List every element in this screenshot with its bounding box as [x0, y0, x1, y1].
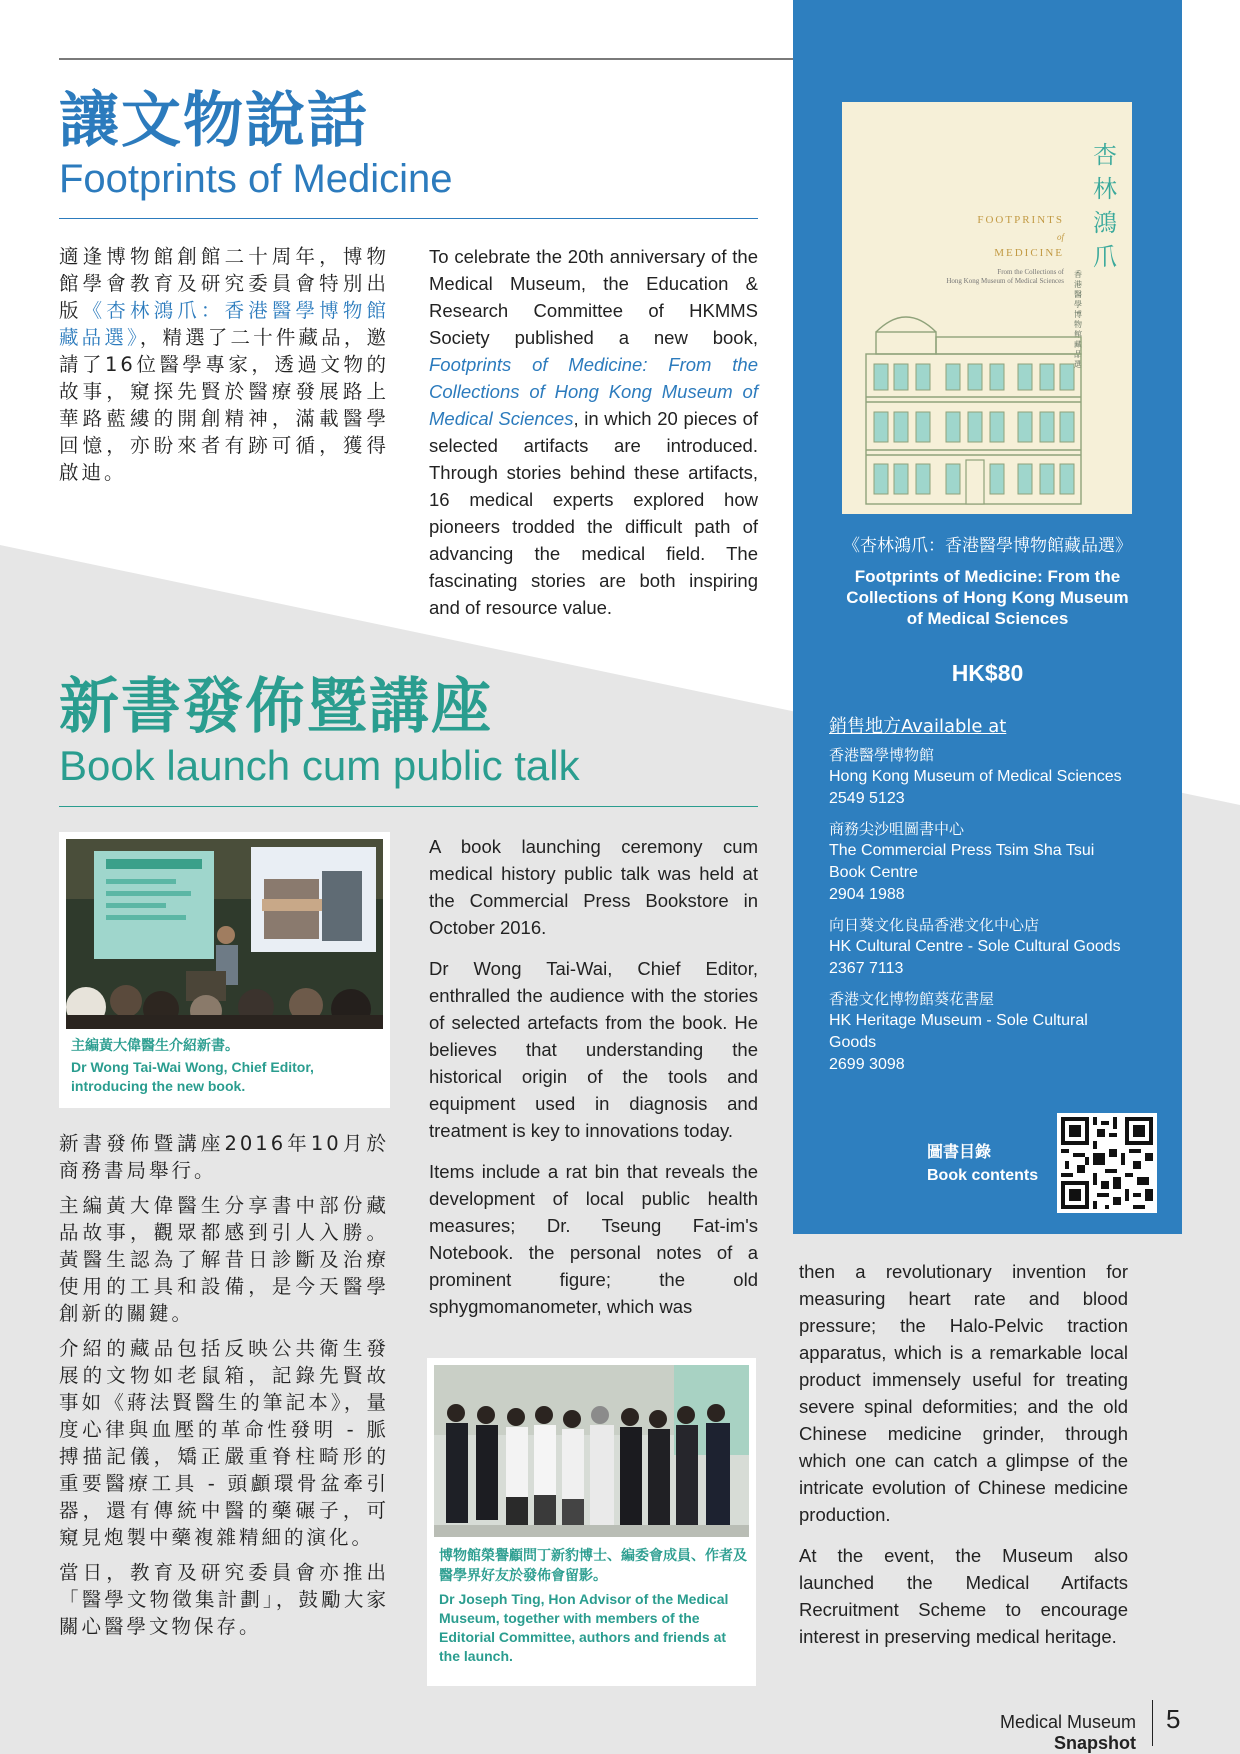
- article2-title-zh: 新書發佈暨講座: [59, 672, 493, 742]
- photo2-card: [427, 1358, 756, 1686]
- store-phone[interactable]: 2367 7113: [829, 960, 904, 977]
- store-name-en: HK Heritage Museum - Sole Cultural Goods: [829, 1012, 1088, 1051]
- article2-en-column: [429, 833, 758, 1320]
- article2-zh-paragraph-3: 介紹的藏品包括反映公共衛生發展的文物如老鼠箱，記錄先賢故事如《蔣法賢醫生的筆記本》，量度心律與血壓的革命性發明 - 脈搏描記儀，矯正嚴重脊柱畸形的重要醫療工具 - 頭顱環骨盆牽引器，還有傳統中醫的藥碾子，可窺見炮製中藥複雜精細的演化。: [59, 1337, 389, 1549]
- article1-zh-text-continued: ，精選了二十件藏品，邀請了16位醫學專家，透過文物的故事，窺探先賢於醫療發展路上華路藍縷的開創精神，滿載醫學回憶，亦盼來者有跡可循，獲得啟迪。: [59, 326, 389, 484]
- store-item: [829, 988, 1159, 1076]
- available-heading: 銷售地方Available at: [829, 716, 1007, 737]
- book-contents-label-zh: 圖書目錄: [927, 1142, 992, 1161]
- page-number: 5: [1166, 1704, 1181, 1734]
- article1-zh-paragraph: [59, 243, 389, 486]
- publication-name: Medical Museum: [999, 1712, 1136, 1732]
- article2-en-paragraph-2: Dr Wong Tai-Wai, Chief Editor, enthralled the audience with the stories of selected artefacts from the book. He believes that understanding the historical origin of the tools and equipment used in diagnosis and treatment is key to innovations today.: [429, 958, 758, 1141]
- store-phone[interactable]: 2549 5123: [829, 790, 905, 807]
- cover-sub-en-1: From the Collections of: [997, 268, 1064, 276]
- article2-rule: [59, 806, 758, 807]
- photo2-caption-zh: 博物館榮譽顧問丁新豹博士、編委會成員、作者及醫學界好友於發佈會留影。: [439, 1548, 747, 1584]
- store-list: [829, 744, 1159, 1076]
- footer-divider: [1152, 1700, 1153, 1746]
- article1-en-paragraph: [429, 243, 758, 621]
- article1-en-text-continued: , in which 20 pieces of selected artifacts are introduced. Through stories behind these artifacts, 16 medical experts explored how pioneers trodded the difficult path of advancing the medical field. The fascinating stories are both inspiring and of resource value.: [429, 408, 759, 618]
- store-name-zh: 商務尖沙咀圖書中心: [829, 820, 965, 838]
- store-name-zh: 向日葵文化良品香港文化中心店: [829, 916, 1040, 934]
- qr-code-icon[interactable]: [1057, 1113, 1157, 1213]
- article2-zh-column: [59, 1130, 389, 1640]
- store-name-en: Hong Kong Museum of Medical Sciences: [829, 768, 1122, 785]
- store-name-en: The Commercial Press Tsim Sha Tsui Book Centre: [829, 842, 1095, 881]
- store-item: [829, 914, 1159, 980]
- publication-name-bold: Snapshot: [1053, 1733, 1136, 1753]
- store-name-en: HK Cultural Centre - Sole Cultural Goods: [829, 938, 1121, 955]
- store-phone[interactable]: 2904 1988: [829, 886, 905, 903]
- store-item: [829, 744, 1159, 810]
- cover-subtitle-zh: 香港醫學博物館藏品選: [1074, 270, 1082, 369]
- book-title-link-zh[interactable]: 《杏林鴻爪：香港醫學博物館藏品選》: [59, 299, 389, 349]
- footer-publication: [920, 1712, 1136, 1754]
- store-phone[interactable]: 2699 3098: [829, 1056, 905, 1073]
- store-item: [829, 818, 1159, 906]
- group-photo: [434, 1365, 749, 1537]
- book-contents-label-en: Book contents: [927, 1167, 1039, 1184]
- article2-en-continued-2: At the event, the Museum also launched the Medical Artifacts Recruitment Scheme to encourage interest in preserving medical heritage.: [799, 1545, 1128, 1647]
- book-title-zh: 《杏林鴻爪：香港醫學博物館藏品選》: [843, 536, 1132, 556]
- book-title-en: Footprints of Medicine: From the Collections of Hong Kong Museum of Medical Sciences: [846, 567, 1129, 628]
- article1-zh-text: 適逢博物館創館二十周年，博物館學會教育及研究委員會特別出版: [59, 245, 389, 322]
- store-name-zh: 香港文化博物館葵花書屋: [829, 990, 995, 1008]
- speaker-photo: [66, 839, 383, 1029]
- museum-building-illustration: [846, 292, 1086, 508]
- article2-title-en: Book launch cum public talk: [59, 742, 580, 789]
- book-price: HK$80: [951, 660, 1024, 686]
- cover-title-en-2: MEDICINE: [994, 247, 1064, 259]
- article2-en-paragraph-1: A book launching ceremony cum medical history public talk was held at the Commercial Press Bookstore in October 2016.: [429, 836, 758, 938]
- article2-zh-paragraph-4: 當日，教育及研究委員會亦推出「醫學文物徵集計劃」，鼓勵大家關心醫學文物保存。: [59, 1561, 389, 1638]
- article1-title-en: Footprints of Medicine: [59, 157, 453, 201]
- article2-zh-paragraph-2: 主編黃大偉醫生分享書中部份藏品故事，觀眾都感到引人入勝。黃醫生認為了解昔日診斷及治療使用的工具和設備，是今天醫學創新的關鍵。: [59, 1194, 389, 1325]
- cover-title-en-1: FOOTPRINTS: [977, 214, 1064, 226]
- article2-zh-paragraph-1: 新書發佈暨講座2016年10月於商務書局舉行。: [59, 1132, 389, 1182]
- cover-title-en-of: of: [1056, 232, 1064, 242]
- photo1-card: [59, 832, 390, 1108]
- article2-en-continued-1: then a revolutionary invention for measuring heart rate and blood pressure; the Halo-Pelvic traction apparatus, which is a remarkable local product immensely useful for treating severe spinal deformities; and the old Chinese medicine grinder, through which one can catch a glimpse of the intricate evolution of Chinese medicine production.: [799, 1261, 1128, 1525]
- store-name-zh: 香港醫學博物館: [829, 746, 935, 764]
- photo2-caption-en: Dr Joseph Ting, Hon Advisor of the Medical Museum, together with members of the Editorial Committee, authors and friends at the launch.: [439, 1591, 729, 1664]
- article2-en-continued: [799, 1258, 1128, 1650]
- book-title-link-en[interactable]: Footprints of Medicine: From the Collections of Hong Kong Museum of Medical Sciences: [429, 354, 758, 429]
- photo1-caption-zh: 主編黃大偉醫生介紹新書。: [71, 1038, 239, 1054]
- top-rule: [59, 58, 793, 60]
- photo1-caption-en: Dr Wong Tai-Wai Wong, Chief Editor, introducing the new book.: [71, 1059, 314, 1094]
- article1-en-text: To celebrate the 20th anniversary of the Medical Museum, the Education & Research Committee of HKMMS Society published a new book,: [429, 246, 758, 348]
- cover-title-zh: 杏林鴻爪: [1093, 141, 1117, 271]
- book-sidebar: [793, 0, 1182, 1234]
- article1-rule: [59, 218, 758, 219]
- article1-title-zh: 讓文物說話: [59, 86, 369, 156]
- book-cover[interactable]: [842, 102, 1132, 514]
- article2-en-paragraph-3: Items include a rat bin that reveals the development of local public health measures; Dr. Tseung Fat-im's Notebook. the personal notes of a prominent figure; the old sphygmomanometer, which was: [429, 1161, 758, 1317]
- cover-sub-en-2: Hong Kong Museum of Medical Sciences: [946, 277, 1064, 285]
